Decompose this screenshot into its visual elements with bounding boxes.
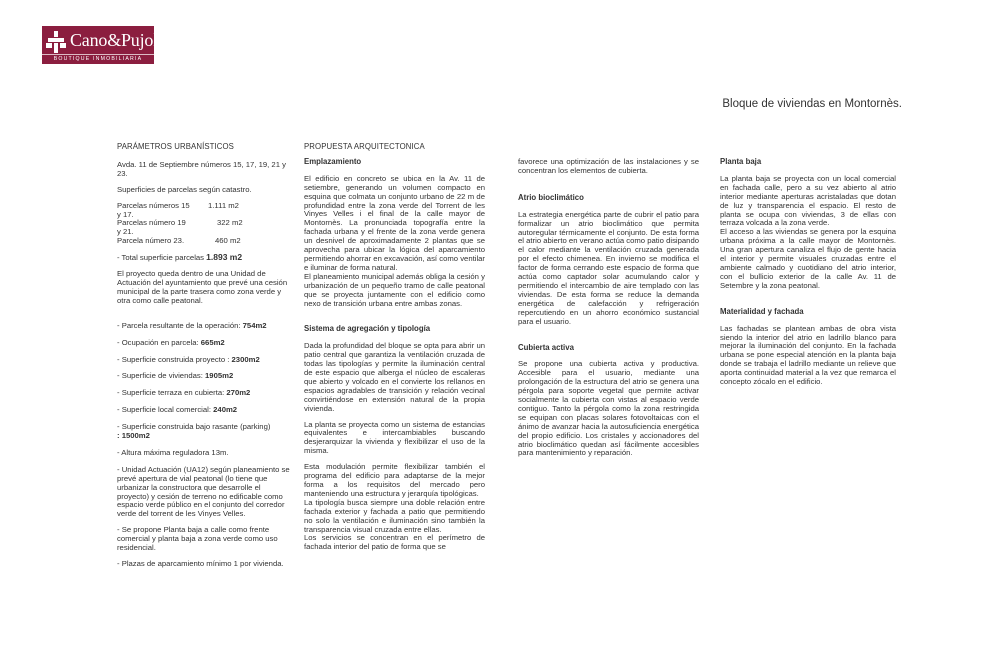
height-item: - Altura máxima reguladora 13m. [117,447,229,457]
paragraph: La planta baja se proyecta con un local comercial en fachada calle, pero a su vez abierto al atrio interior mediante aperturas acristaladas que dotan de luz y transparencia el espacio. El resto de planta se ocupa con viviendas, 3 de ellas con terraza volcada a la zona verde. [720,173,896,228]
metric-item: - Superficie terraza en cubierta: 270m2 [117,388,251,398]
parking-minimum-item: - Plazas de aparcamiento mínimo 1 por vivienda. [117,559,284,568]
paragraph: La planta se proyecta como un sistema de estancias equivalentes e intercambiables buscando desjerarquizar la vivienda y flexibilizar el uso de la misma. [304,419,485,456]
architectural-proposal-column [304,143,485,552]
parcel-row: Parcelas números 15 y 17. 1.111 m2 [117,200,239,219]
parcel-total: - Total superficie parcelas 1.893 m2 [117,252,243,263]
brand-name: Cano&Pujol [70,30,159,50]
metric-item: - Superficie local comercial: 240m2 [117,405,238,415]
subsection-title: Atrio bioclimático [518,192,584,202]
ground-floor-item: - Se propone Planta baja a calle como frente comercial y planta baja a zona verde como uso residencial. [117,525,278,553]
subsection-title: Sistema de agregación y tipología [304,324,431,334]
subsection-title: Planta baja [720,157,762,166]
parcel-list [117,202,290,247]
subsection-title: Materialidad y fachada [720,306,804,316]
paragraph: Dada la profundidad del bloque se opta para abrir un patio central que garantiza la ventilación cruzada de todas las tipologías y permite la iluminación central de este espacio que alberga el núcleo de escaleras que abierto y volcado en el convierte los rellanos en espacios agradables de transición y relación vecinal convirtiéndose en extensión natural de la propia vivienda. [304,341,485,413]
paragraph: Los servicios se concentran en el perímetro de fachada interior del patio de forma que se [304,533,485,552]
parcel-row: Parcela número 23. 460 m2 [117,236,241,246]
paragraph: La estrategia energética parte de cubrir el patio para formalizar un atrio bioclimático que permita autoregular térmicamente el conjunto. De esta forma el atrio abierto en verano actúa como patio disipando el calor mediante la ventilación cruzada generada por el efecto chimenea. En invierno se modifica el factor de forma cerrando este espacio de forma que actúa como captador solar acumulando calor y permitiendo el intercambio de aire templado con las viviendas. De esta forma se reduce la demanda energética de calefacción y refrigeración repercutiendo en un ahorro económico sustancial para el usuario. [518,209,699,326]
paragraph: El acceso a las viviendas se genera por la esquina urbana próxima a la calle mayor de Montornès. Una gran apertura canaliza el flujo de gente hacia el interior y permite visuales cruzadas entre el ambiente calmado y cuotidiano del atrio interior, con el bullicio exterior de la calle Av. 11 de Setembre y la zona peatonal. [720,227,896,290]
bioclimatic-column [518,158,699,465]
metric-item: - Parcela resultante de la operación: 754m2 [117,320,267,330]
paragraph: Se propone una cubierta activa y productiva. Accesible para el usuario, mediante una prolongación de la estructura del atrio se genera una pérgola para soporte vegetal que permite activar socialmente la cubierta con vistas al espacio verde contiguo. Tanto la pérgola como la zona restringida se equipan con placas solares fotovoltaicas con el ánimo de avanzar hacia la autosuficiencia energética del propio edificio. Los cristales y accionadores del atrio bioclimático quedan así fácilmente accesibles para mantenimiento y reparación. [518,359,699,458]
address-text: Avda. 11 de Septiembre números 15, 17, 19, 21 y 23. [117,159,286,178]
cadastre-intro: Superficies de parcelas según catastro. [117,184,252,194]
logo-grid-icon [46,31,66,53]
brand-logo [42,26,159,64]
subsection-title: Emplazamiento [304,156,362,166]
metric-item: - Superficie de viviendas: 1905m2 [117,371,234,381]
brand-tagline: BOUTIQUE INMOBILIARIA [42,54,154,63]
metric-item: - Superficie construida proyecto : 2300m2 [117,354,260,364]
parcel-row: Parcelas número 19 y 21. 322 m2 [117,218,243,237]
document-title: Bloque de viviendas en Montornès. [722,98,902,110]
parking-item: - Superficie construida bajo rasante (parking) : 1500m2 [117,422,271,441]
paragraph: Esta modulación permite flexibilizar también el programa del edificio para adaptarse de la mejor forma a los requisitos del mercado pero manteniendo una estructura y jerarquía tipológicas. [304,462,485,498]
metric-item: - Ocupación en parcela: 665m2 [117,337,225,347]
ua12-item: - Unidad Actuación (UA12) según planeamiento se prevé apertura de vial peatonal (lo tiene que urbanizar la constructora que desarrolle el proyecto) y cesión de terreno no edificable como espacio verde público en el conjunto del corredor verde del torrent de les Vinyes Velles. [117,464,290,519]
section-heading: PARÁMETROS URBANÍSTICOS [117,142,234,151]
paragraph: favorece una optimización de las instalaciones y se concentran los elementos de cubierta. [518,157,699,175]
unit-description: El proyecto queda dentro de una Unidad de Actuación del ayuntamiento que prevé una cesión municipal de la parte trasera como zona verde y otra como calle peatonal. [117,269,288,305]
paragraph: La tipología busca siempre una doble relación entre fachada exterior y fachada a patio que permitiendo no solo la ventilación e iluminación sino también la transparencia visual cruzada entre ellas. [304,497,485,534]
section-heading: PROPUESTA ARQUITECTONICA [304,142,425,151]
subsection-title: Cubierta activa [518,342,574,352]
urban-parameters-column [117,143,290,576]
paragraph: Las fachadas se plantean ambas de obra vista siendo la interior del atrio en ladrillo blanco para mejorar la iluminación del conjunto. En la fachada urbana se pone especial atención en la planta baja donde se trabaja el ladrillo mediante un relieve que aporta continuidad material a la vez que remarca el concepto zócalo en el edificio. [720,323,896,387]
ground-floor-column [720,158,896,394]
paragraph: El edificio en concreto se ubica en la Av. 11 de setiembre, generando un volumen compacto en esquina que colmata un conjunto urbano de 22 m de profundidad entre la zona verde del Torrent de les Vinyes Velles i el final de la calle mayor de Montornès. La pronunciada topografía entre la fachada urbana y el frente de la zona verde genera un desnivel de aproximadamente 2 plantas que se aprovecha para ubicar la lógica del aparcamiento permitiendo ahorrar en excavación, así como ventilar e iluminar de forma natural. [304,173,485,272]
paragraph: El planeamiento municipal además obliga la cesión y urbanización de un pequeño tramo de calle peatonal que se proyecta juntamente con el edificio como nexo de transición urbana entre ambas zonas. [304,271,485,308]
